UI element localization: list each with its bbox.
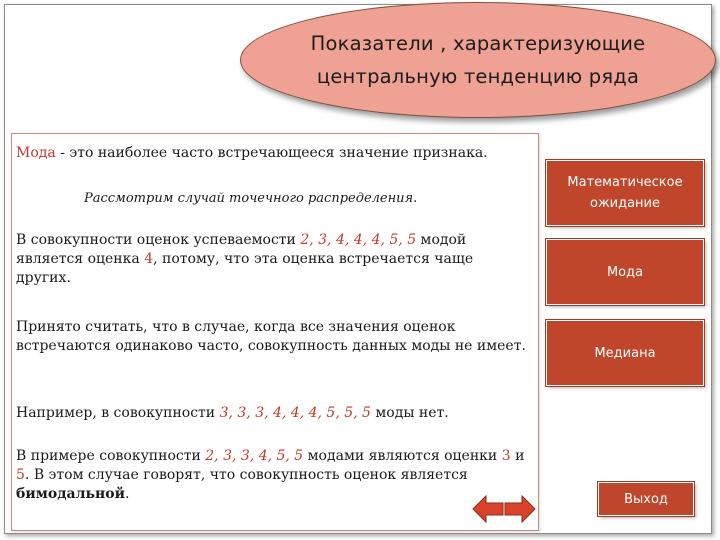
term-moda: Мода <box>16 145 56 161</box>
text-segment: и <box>510 448 525 464</box>
text-segment: моды нет. <box>370 405 449 421</box>
text-segment: . <box>124 486 130 502</box>
mode-value: 4 <box>144 251 154 267</box>
series-values: 2, 3, 3, 4, 5, 5 <box>205 448 304 464</box>
content-panel <box>11 133 539 531</box>
text-segment: Например, в совокупности <box>16 405 220 421</box>
definition-paragraph <box>16 144 532 163</box>
no-mode-example-paragraph <box>16 404 532 423</box>
text-segment: В примере совокупности <box>16 448 206 464</box>
title-line-2: центральную тенденцию ряда <box>316 65 640 88</box>
moda-button[interactable] <box>546 239 704 305</box>
arrow-right-icon[interactable] <box>504 494 536 524</box>
text-segment: В совокупности оценок успеваемости <box>16 232 301 248</box>
mode-value-1: 3 <box>501 448 511 464</box>
moda-button-label: Мода <box>606 264 644 280</box>
median-button-label: Медиана <box>594 345 656 361</box>
exit-button[interactable] <box>598 482 694 516</box>
exit-button-label: Выход <box>624 491 668 507</box>
term-bimodal: бимодальной <box>16 486 125 502</box>
point-distribution-note: Рассмотрим случай точечного распределения. <box>84 191 418 206</box>
text-segment: . В этом случае говорят, что совокупность оценок является <box>24 467 468 483</box>
arrow-left-icon[interactable] <box>472 494 504 524</box>
median-button[interactable] <box>546 320 704 386</box>
no-mode-rule-paragraph: Принято считать, что в случае, когда все значения оценок встречаются одинаково часто, совокупность данных моды не имеет. <box>16 319 526 354</box>
example-mode-paragraph <box>16 231 532 288</box>
math-expectation-button[interactable] <box>546 160 704 226</box>
text-segment: модой является оценка <box>16 232 467 267</box>
title-line-1: Показатели , характеризующие <box>310 32 646 55</box>
text-segment: модами являются оценки <box>303 448 502 464</box>
series-values: 3, 3, 3, 4, 4, 4, 5, 5, 5 <box>219 405 371 421</box>
definition-text: - это наиболее часто встречающееся значение признака. <box>55 145 488 161</box>
mode-value-2: 5 <box>16 467 25 483</box>
text-segment: , потому, что эта оценка встречается чаще других. <box>16 251 474 286</box>
math-expectation-label-1: Математическое <box>567 175 683 190</box>
slide-title <box>240 2 716 118</box>
series-values: 2, 3, 4, 4, 4, 5, 5 <box>300 232 417 248</box>
math-expectation-label-2: ожидание <box>589 196 660 211</box>
bimodal-example-paragraph <box>16 447 532 504</box>
